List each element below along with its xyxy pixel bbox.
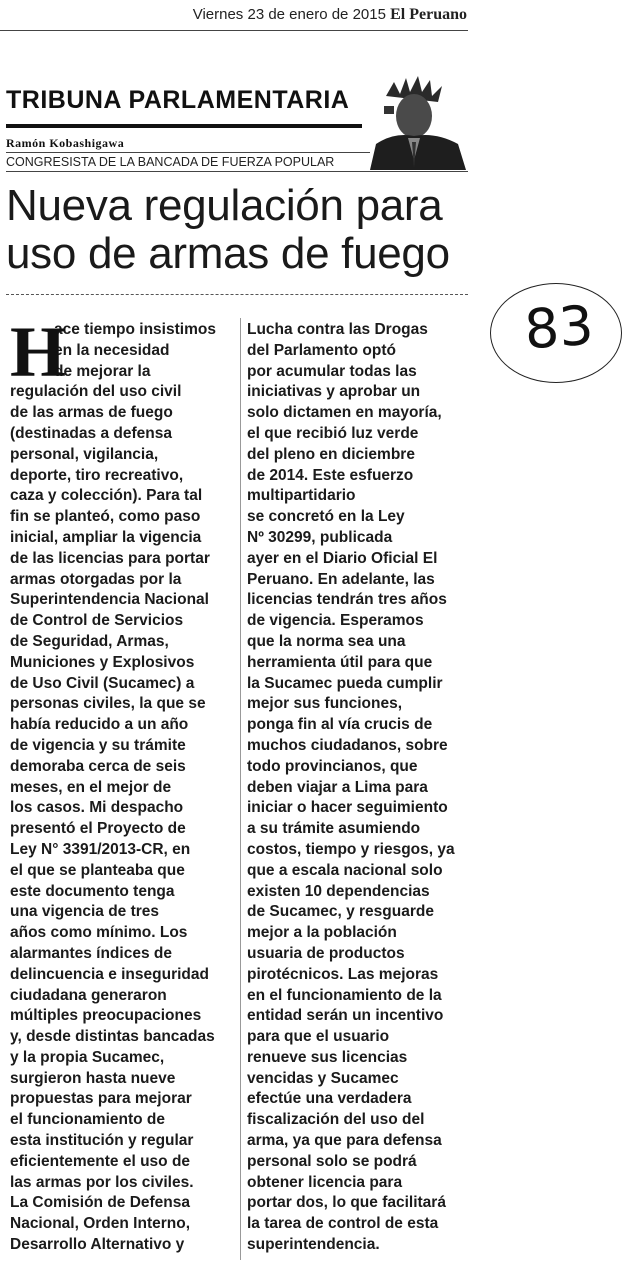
article-line: iniciativas y aprobar un: [247, 383, 421, 401]
article-line: deben viajar a Lima para: [247, 778, 428, 796]
article-line: muchos ciudadanos, sobre: [247, 736, 448, 754]
article-line: para que el usuario: [247, 1028, 390, 1046]
article-line: en el funcionamiento de la: [247, 986, 442, 1004]
article-line: de Control de Servicios: [10, 612, 184, 630]
article-line: efectúe una verdadera: [247, 1090, 412, 1108]
article-line: ace tiempo insistimos: [54, 321, 216, 338]
article-line: iniciar o hacer seguimiento: [247, 799, 448, 817]
article-line: existen 10 dependencias: [247, 882, 430, 900]
article-line: se concretó en la Ley: [247, 508, 405, 526]
article-line: costos, tiempo y riesgos, ya: [247, 840, 455, 858]
headline: [6, 182, 476, 278]
author-role: CONGRESISTA DE LA BANCADA DE FUERZA POPULAR: [6, 155, 335, 169]
article-line: (destinadas a defensa: [10, 424, 172, 442]
article-line: ayer en el Diario Oficial El: [247, 549, 438, 567]
article-line: vencidas y Sucamec: [247, 1069, 399, 1087]
article-line: este documento tenga: [10, 882, 175, 900]
article-line: multipartidario: [247, 487, 356, 505]
section-title: TRIBUNA PARLAMENTARIA: [6, 86, 350, 114]
article-line: armas otorgadas por la: [10, 570, 182, 588]
article-line: alarmantes índices de: [10, 944, 172, 962]
article-line: usuaria de productos: [247, 944, 405, 962]
article-line: que a escala nacional solo: [247, 861, 443, 879]
article-line: del Parlamento optó: [247, 341, 396, 359]
article-line: entidad serán un incentivo: [247, 1007, 444, 1025]
article-line: por acumular todas las: [247, 362, 417, 380]
article-line: de las armas de fuego: [10, 404, 173, 422]
article-line: personal, vigilancia,: [10, 445, 159, 463]
article-line: Lucha contra las Drogas: [247, 321, 428, 338]
article-line: licencias tendrán tres años: [247, 591, 447, 609]
article-line: había reducido a un año: [10, 716, 189, 734]
article-line: portar dos, lo que facilitará: [247, 1194, 446, 1212]
article-line: ciudadana generaron: [10, 986, 167, 1004]
article-line: Nº 30299, publicada: [247, 528, 393, 546]
article-line: los casos. Mi despacho: [10, 799, 184, 817]
article-line: fin se planteó, como paso: [10, 508, 201, 526]
article-line: el que se planteaba que: [10, 861, 185, 879]
article-line: y la propia Sucamec,: [10, 1048, 165, 1066]
article-line: de 2014. Este esfuerzo: [247, 466, 414, 484]
article-line: surgieron hasta nueve: [10, 1069, 176, 1087]
article-line: todo provincianos, que: [247, 757, 418, 775]
headline-line-2: uso de armas de fuego: [6, 229, 450, 278]
article-line: pirotécnicos. Las mejoras: [247, 965, 439, 983]
article-column-2: [247, 320, 472, 1256]
article-line: arma, ya que para defensa: [247, 1132, 442, 1150]
article-line: solo dictamen en mayoría,: [247, 404, 442, 422]
article-line: fiscalización del uso del: [247, 1111, 425, 1129]
issue-date: Viernes 23 de enero de 2015: [192, 6, 386, 23]
column-divider: [240, 318, 241, 1260]
article-line: mejor sus funciones,: [247, 695, 403, 713]
article-line: a su trámite asumiendo: [247, 820, 421, 838]
article-line: esta institución y regular: [10, 1132, 194, 1150]
article-line: que la norma sea una: [247, 632, 406, 650]
article-line: de mejorar la: [54, 362, 151, 380]
article-line: de Sucamec, y resguarde: [247, 903, 434, 921]
article-line: de vigencia y su trámite: [10, 736, 186, 754]
article-line: personal solo se podrá: [247, 1152, 417, 1170]
article-line: ponga fin al vía crucis de: [247, 716, 433, 734]
article-line: Municiones y Explosivos: [10, 653, 195, 671]
article-line: herramienta útil para que: [247, 653, 433, 671]
article-line: en la necesidad: [54, 341, 170, 359]
article-line: de Uso Civil (Sucamec) a: [10, 674, 195, 692]
article-line: Peruano. En adelante, las: [247, 570, 435, 588]
article-line: años como mínimo. Los: [10, 924, 188, 942]
article-line: múltiples preocupaciones: [10, 1007, 202, 1025]
article-line: meses, en el mejor de: [10, 778, 172, 796]
article-line: Nacional, Orden Interno,: [10, 1215, 190, 1233]
article-line: superintendencia.: [247, 1236, 380, 1254]
article-line: las armas por los civiles.: [10, 1173, 194, 1191]
article-line: la tarea de control de esta: [247, 1215, 439, 1233]
article-line: delincuencia e inseguridad: [10, 965, 209, 983]
article-line: presentó el Proyecto de: [10, 820, 186, 838]
article-line: de las licencias para portar: [10, 549, 210, 567]
handwritten-number: 83: [522, 293, 596, 362]
byline-rule: [6, 171, 468, 172]
article-line: propuestas para mejorar: [10, 1090, 192, 1108]
article-line: el que recibió luz verde: [247, 424, 419, 442]
article-line: demoraba cerca de seis: [10, 757, 186, 775]
newspaper-brand: El Peruano: [390, 6, 467, 23]
headline-dotted-rule: [6, 294, 468, 295]
page-header: [193, 6, 467, 24]
article-line: de Seguridad, Armas,: [10, 632, 169, 650]
article-line: inicial, ampliar la vigencia: [10, 528, 202, 546]
article-line: una vigencia de tres: [10, 903, 160, 921]
article-line: obtener licencia para: [247, 1173, 403, 1191]
article-line: Ley N° 3391/2013-CR, en: [10, 840, 191, 858]
article-line: mejor a la población: [247, 924, 397, 942]
author-name: Ramón Kobashigawa: [6, 136, 125, 150]
headline-line-1: Nueva regulación para: [6, 181, 443, 230]
article-line: personas civiles, la que se: [10, 695, 206, 713]
article-column-1: [10, 312, 242, 1256]
author-rule: [6, 152, 370, 153]
author-photo: [366, 72, 468, 170]
article-line: de vigencia. Esperamos: [247, 612, 424, 630]
article-line: La Comisión de Defensa: [10, 1194, 191, 1212]
article-line: eficientemente el uso de: [10, 1152, 191, 1170]
article-line: la Sucamec pueda cumplir: [247, 674, 443, 692]
article-line: el funcionamiento de: [10, 1111, 166, 1129]
article-line: Desarrollo Alternativo y: [10, 1236, 185, 1254]
section-rule: [6, 124, 362, 128]
drop-cap: H: [10, 312, 67, 392]
article-line: Superintendencia Nacional: [10, 591, 209, 609]
article-line: caza y colección). Para tal: [10, 487, 203, 505]
article-line: regulación del uso civil: [10, 383, 182, 401]
article-line: y, desde distintas bancadas: [10, 1028, 215, 1046]
article-line: deporte, tiro recreativo,: [10, 466, 184, 484]
header-rule: [0, 30, 468, 31]
article-line: del pleno en diciembre: [247, 445, 415, 463]
article-line: renueve sus licencias: [247, 1048, 408, 1066]
